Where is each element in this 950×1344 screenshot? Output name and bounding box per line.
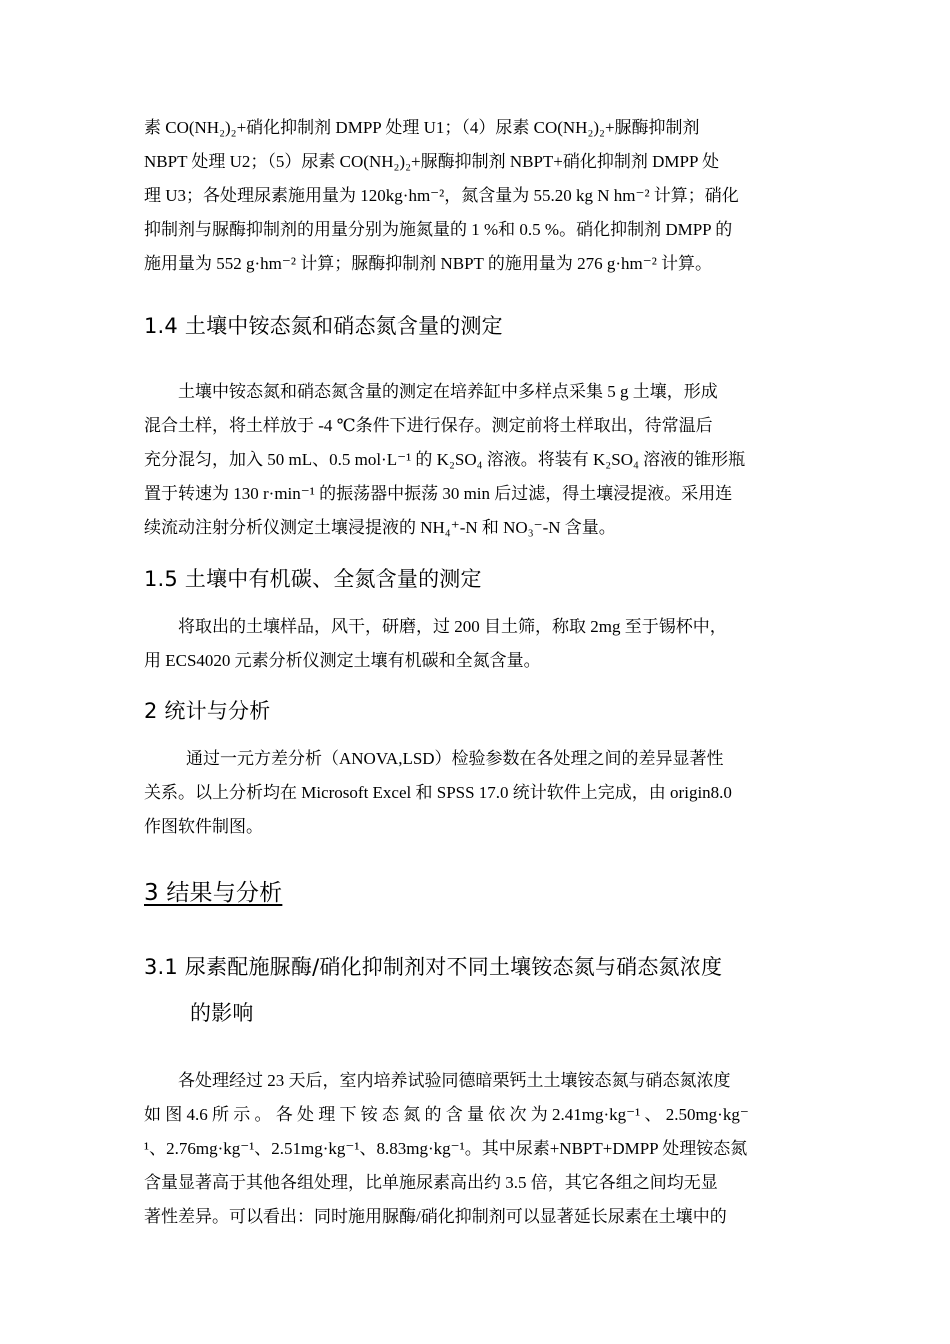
text-line: 充分混匀，加入 50 mL、0.5 mol·L⁻¹ 的 K₂SO₄ 溶液。将装有 K₂SO₄ 溶液的锥形瓶 [144,450,746,469]
text-line: 如 图 4.6 所 示 。 各 处 理 下 铵 态 氮 的 含 量 依 次 为 2.41mg·kg⁻¹ 、 2.50mg·kg⁻ [144,1105,749,1124]
text-line [144,742,806,776]
paragraph-statistics [144,742,806,844]
text-line: 混合土样，将土样放于 -4 ℃条件下进行保存。测定前将土样取出，待常温后 [144,416,713,435]
text-line: 抑制剂与脲酶抑制剂的用量分别为施氮量的 1 %和 0.5 %。硝化抑制剂 DMPP 的 [144,220,733,239]
heading-2: 2 统计与分析 [144,699,271,723]
text-line: 著性差异。可以看出：同时施用脲酶/硝化抑制剂可以显著延长尿素在土壤中的 [144,1207,727,1226]
paragraph-organic-carbon-method [144,610,806,678]
text-line: 续流动注射分析仪测定土壤浸提液的 NH₄⁺-N 和 NO₃⁻-N 含量。 [144,518,616,537]
text-line-content: 将取出的土壤样品，风干，研磨，过 200 目土筛，称取 2mg 至于锡杯中， [178,617,727,636]
heading-3-1-line1: 3.1 尿素配施脲酶/硝化抑制剂对不同土壤铵态氮与硝态氮浓度 [144,955,723,979]
text-line [144,610,806,644]
text-line: 理 U3；各处理尿素施用量为 120kg·hm⁻²，氮含量为 55.20 kg N hm⁻² 计算；硝化 [144,186,739,205]
heading-1-5: 1.5 土壤中有机碳、全氮含量的测定 [144,567,482,591]
text-line: 关系。以上分析均在 Microsoft Excel 和 SPSS 17.0 统计软件上完成，由 origin8.0 [144,783,732,802]
text-line: ¹、2.76mg·kg⁻¹、2.51mg·kg⁻¹、8.83mg·kg⁻¹。其中尿素+NBPT+DMPP 处理铵态氮 [144,1139,748,1158]
text-line: 用 ECS4020 元素分析仪测定土壤有机碳和全氮含量。 [144,651,541,670]
heading-3: 3 结果与分析 [144,880,283,906]
heading-3-1 [144,944,824,1036]
paragraph-treatments [144,111,806,281]
text-line-content: 土壤中铵态氮和硝态氮含量的测定在培养缸中多样点采集 5 g 土壤，形成 [178,382,718,401]
heading-3-1-line2: 的影响 [190,1001,254,1025]
text-line: 含量显著高于其他各组处理，比单施尿素高出约 3.5 倍，其它各组之间均无显 [144,1173,718,1192]
paragraph-results [144,1064,806,1234]
text-line: 作图软件制图。 [144,817,263,836]
text-line: NBPT 处理 U2；（5）尿素 CO(NH₂)₂+脲酶抑制剂 NBPT+硝化抑制剂 DMPP 处 [144,152,720,171]
text-line-content: 通过一元方差分析（ANOVA,LSD）检验参数在各处理之间的差异显著性 [186,749,724,768]
paragraph-ammonium-nitrate-method [144,375,806,545]
text-line: 素 CO(NH₂)₂+硝化抑制剂 DMPP 处理 U1；（4）尿素 CO(NH₂)₂+脲酶抑制剂 [144,118,700,137]
heading-1-4: 1.4 土壤中铵态氮和硝态氮含量的测定 [144,314,503,338]
text-line: 施用量为 552 g·hm⁻² 计算；脲酶抑制剂 NBPT 的施用量为 276 g·hm⁻² 计算。 [144,254,713,273]
text-line: 置于转速为 130 r·min⁻¹ 的振荡器中振荡 30 min 后过滤，得土壤浸提液。采用连 [144,484,733,503]
text-line [144,1064,806,1098]
text-line-content: 各处理经过 23 天后，室内培养试验同德暗栗钙土土壤铵态氮与硝态氮浓度 [178,1071,731,1090]
text-line [144,375,806,409]
